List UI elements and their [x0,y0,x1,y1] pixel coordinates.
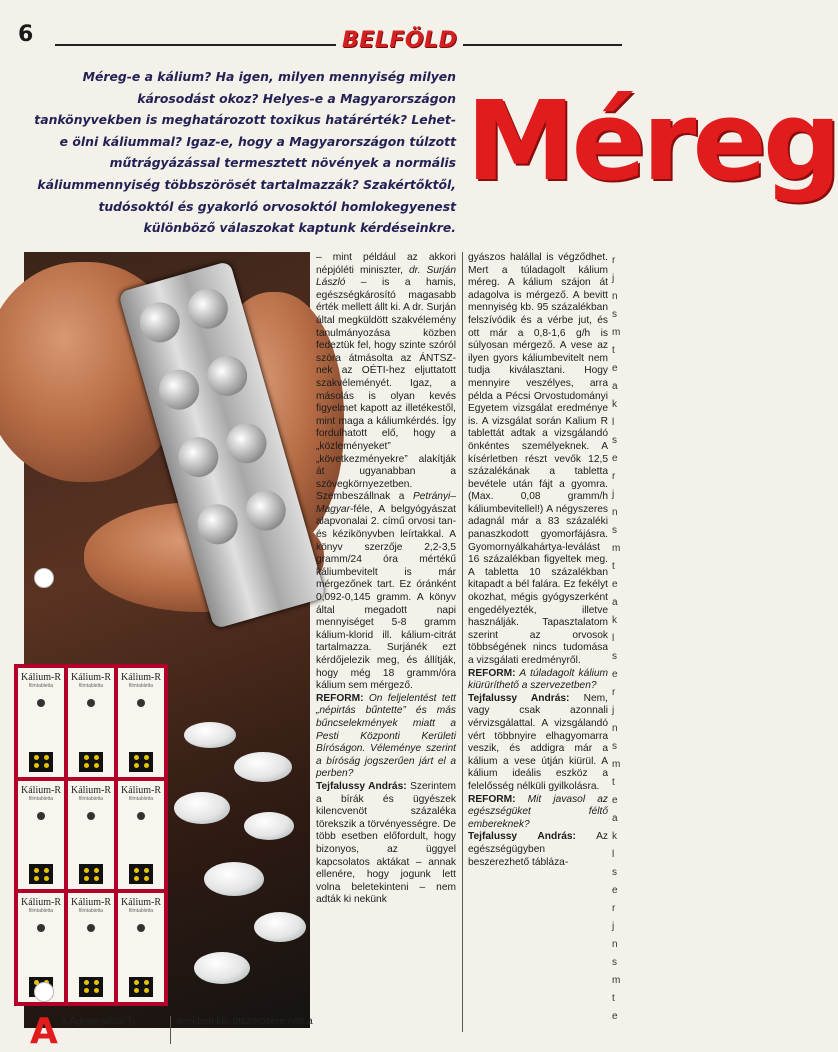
edge-letter: n [612,723,618,734]
edge-letter: n [612,291,618,302]
edge-letter: j [612,705,615,716]
edge-letter: e [612,453,618,464]
edge-letter: t [612,345,615,356]
pill [194,952,250,984]
blister-cell [241,486,290,535]
edge-letter: s [612,957,617,968]
edge-letter: k [612,399,617,410]
edge-letter: e [612,579,618,590]
blister-cell [183,284,232,333]
edge-letter: s [612,651,617,662]
package-name: Kálium-R [121,784,161,796]
bottom-divider [170,1016,171,1044]
dice-icon [129,864,153,884]
edge-letter: e [612,795,618,806]
kalium-package [118,668,164,777]
edge-letter: l [612,633,615,644]
package-logo-icon [87,699,95,707]
edge-letter: t [612,993,615,1004]
dice-icon [79,977,103,997]
kalium-package [118,893,164,1002]
edge-letter: e [612,885,618,896]
edge-letter: j [612,489,615,500]
pill [254,912,306,942]
edge-letter: e [612,1011,618,1022]
edge-letter: a [612,381,618,392]
edge-letter: m [612,759,621,770]
package-logo-icon [37,812,45,820]
col2-q2-text: Mit javasol az egészségüket féltő embereknek? [468,793,608,830]
edge-letter: s [612,309,617,320]
section-label: BELFÖLD [336,28,463,53]
package-sub: filmtabletta [28,908,54,915]
package-name: Kálium-R [21,784,61,796]
edge-letter: a [612,813,618,824]
kalium-package [68,668,114,777]
edge-letter: r [612,903,616,914]
package-sub: filmtabletta [78,795,104,802]
edge-letter: e [612,363,618,374]
package-name: Kálium-R [121,672,161,683]
col2-a2-text: Az egészségügyben beszerezhető tábláza- [468,831,608,868]
kalium-package [118,781,164,890]
package-sub: filmtabletta [128,795,154,802]
lead-paragraph: Méreg-e a kálium? Ha igen, milyen mennyiség milyen károsodást okoz? Helyes-e a Magyarországon tankönyvekben is meghatározott toxikus határérték? Lehet-e ölni káliummal? Igaz-e, hogy a Magyarországon túlzott műtrágyázással termesztett növények a normális káliummennyiség többszörösét tartalmazzák? Szakértőktől, tudósoktól és gyakorló orvosoktól homlokegyenest különböző válaszokat kaptunk kérdéseinkre. [34,69,456,236]
col2-q1-label: REFORM: [468,667,516,679]
col1-q1-label: REFORM: [316,692,364,704]
edge-letter: a [612,597,618,608]
bottom-text-mid: avekben kb. ötszörösére nőtt a [176,1016,313,1027]
pill [234,752,292,782]
dice-icon [29,752,53,772]
package-name: Kálium-R [71,784,111,796]
edge-letter: r [612,687,616,698]
package-logo-icon [137,924,145,932]
edge-letter: t [612,561,615,572]
col2-a2-label: Tejfalussy András: [468,831,576,843]
dice-icon [79,752,103,772]
edge-letter: s [612,435,617,446]
package-grid [14,664,168,1006]
blister-cell [154,365,203,414]
package-logo-icon [87,924,95,932]
pill [184,722,236,748]
package-name: Kálium-R [21,897,61,909]
col1-a1-label: Tejfalussy András: [316,780,407,792]
package-logo-icon [137,812,145,820]
package-sub: filmtabletta [78,683,104,689]
package-sub: filmtabletta [128,683,154,689]
col1-a1-text: Szerintem a bírák és ügyészek kilencvenöt százaléka törekszik a törvényességre. De több esetben előfordult, hogy bizonyos, az üggyel kapcsolatos aktákat – annak ellenére, hogy jogunk lett volna beletekinteni – nem adták ki nekünk [316,780,456,906]
package-name: Kálium-R [21,672,61,683]
edge-letter: k [612,831,617,842]
col1-text-1: – mint például az akkori népjóléti miniszter, [316,252,456,276]
edge-letter: l [612,417,615,428]
col1-name: dr. Surján László [316,264,456,289]
col1-book: Petrányi–Magyar [316,491,456,515]
package-name: Kálium-R [71,672,111,683]
blister-cell [174,432,223,481]
blister-cell [193,500,242,549]
package-sub: filmtabletta [28,795,54,802]
kalium-package [68,893,114,1002]
package-logo-icon [37,924,45,932]
headline-text: Méreg [466,77,838,205]
edge-letter: r [612,471,616,482]
package-name: Kálium-R [121,897,161,909]
col1-text-3: -féle, A belgyógyászat alapvonalai 2. című orvosi tan- és kézikönyvben leírtakkal. A könyv szerzője 2,2-3,5 gramm/24 óra mértékű káliumbevitelt is már mérgezőnek tart. Ez óránként 0,092-0,145 gramm. A könyv által megadott napi mennyiséget 5-8 gramm kálium-klorid ill. kálium-citrát tartalmazza. Surjánék ezt kérdőjelezik meg, és állítják, hogy még 18 gramm/óra kálium sem mérgező. [316,503,456,692]
package-logo-icon [37,699,45,707]
edge-letter: e [612,669,618,680]
blister-cell [135,298,184,347]
blister-cell [202,351,251,400]
col1-q1-text: On feljelentést tett „népirtás bűntette” és más bűncselekmények miatt a Pesti Központi Kerületi Bíróságon. Véleménye szerint a bíróság jogszerűen járt el a perben? [316,692,456,780]
edge-letter: j [612,273,615,284]
dice-icon [129,752,153,772]
edge-letter: r [612,255,616,266]
dice-icon [29,864,53,884]
punch-hole [34,568,54,588]
headline [466,48,838,234]
page-number: 6 [18,22,34,47]
col2-q2-label: REFORM: [468,793,516,805]
package-name: Kálium-R [71,897,111,909]
package-sub: filmtabletta [128,908,154,915]
edge-letter: s [612,741,617,752]
kalium-package [68,781,114,890]
edge-letter: k [612,615,617,626]
punch-hole [34,982,54,1002]
col2-text-1: gyászos halállal is végződhet. Mert a túladagolt kálium méreg. A kálium szájon át adagolva is mérgező. A bevitt mennyiség kb. 95 százalékban felszívódik és a vérbe jut, és ott már a 0,8-1,6 g/h is súlyosan mérgező. A vese az ilyen gyors káliumbevitelt nem tudja kiválasztani. Hogy mennyire veszélyes, arra példa a Pécsi Orvostudományi Egyetem vizsgálat eredménye is. A vizsgálat során Kalium R tablettát adtak a vizsgálandó önkéntes személyeknek. A kísérletben részt vevők 12,5 százalékának a tabletta bevétele után fájt a gyomra. (Max. 0,08 gramm/h káliumbevitellel!) A négyszeres adagnál már a 83 százaléki panaszkodott gyomorfájásra. Gyomornyálkahártya-leválást 16 százalékban figyeltek meg. A tabletta 10 százalékban kitapadt a bél falára. Ez fekélyt okozhat, mégis gyógyszerként engedélyezték, illetve használják. Tapasztalatom szerint az orvosok többségének nincs tudomása a vizsgálati eredményről. [468,252,608,666]
kalium-package [18,781,64,890]
edge-letter: t [612,777,615,788]
package-logo-icon [137,699,145,707]
pill [204,862,264,896]
dice-icon [129,977,153,997]
kalium-package [18,668,64,777]
package-logo-icon [87,812,95,820]
edge-letter: n [612,939,618,950]
package-sub: filmtabletta [78,908,104,915]
edge-letter: j [612,921,615,932]
bottom-text-left: z Agroanalízis Tj- [62,1016,139,1027]
dice-icon [79,864,103,884]
edge-letter: m [612,975,621,986]
edge-letter: m [612,327,621,338]
col2-a1-text: Nem, vagy csak azonnali vérvizsgálattal. A vizsgálandó vért többnyire elhagyomarra veszik, és addigra már a kálium a vese útján kiürül. A kálium ideális eszköz a felelősség nélküli gyilkolásra. [468,692,608,792]
edge-letter: n [612,507,618,518]
pill [174,792,230,824]
pill [244,812,294,840]
article-column-2 [468,252,608,1032]
col2-q1-text: A túladagolt kálium kiürüríthető a szervezetben? [468,667,608,692]
col1-text-2: – is a hamis, egészségkárosító magasabb érték mellett állt ki. A dr. Surján által megküldött szakvélemény tanulmányozása közben fedeztük fel, hogy szinte szóról szóra átmásolta az ÁNTSZ-nek az OÉTI-hez eljuttatott szakvéleményét. Igaz, a másolás is olyan kevés figyelmet kapott az illetékestől, mint maga a káliumkérdés. Így fordulhatott elő, hogy a „közleményeket” „következményekre” alakítják át ugyanabban a szövegkörnyezetben. Szembeszállnak a [316,277,456,503]
next-column-edge [612,252,622,1032]
drop-cap: A [30,1011,58,1052]
edge-letter: m [612,543,621,554]
column-divider [462,252,463,1032]
blister-cell [222,418,271,467]
edge-letter: s [612,525,617,536]
package-sub: filmtabletta [28,683,54,689]
col2-a1-label: Tejfalussy András: [468,692,570,704]
article-column-1 [316,252,456,1018]
edge-letter: s [612,867,617,878]
edge-letter: l [612,849,615,860]
